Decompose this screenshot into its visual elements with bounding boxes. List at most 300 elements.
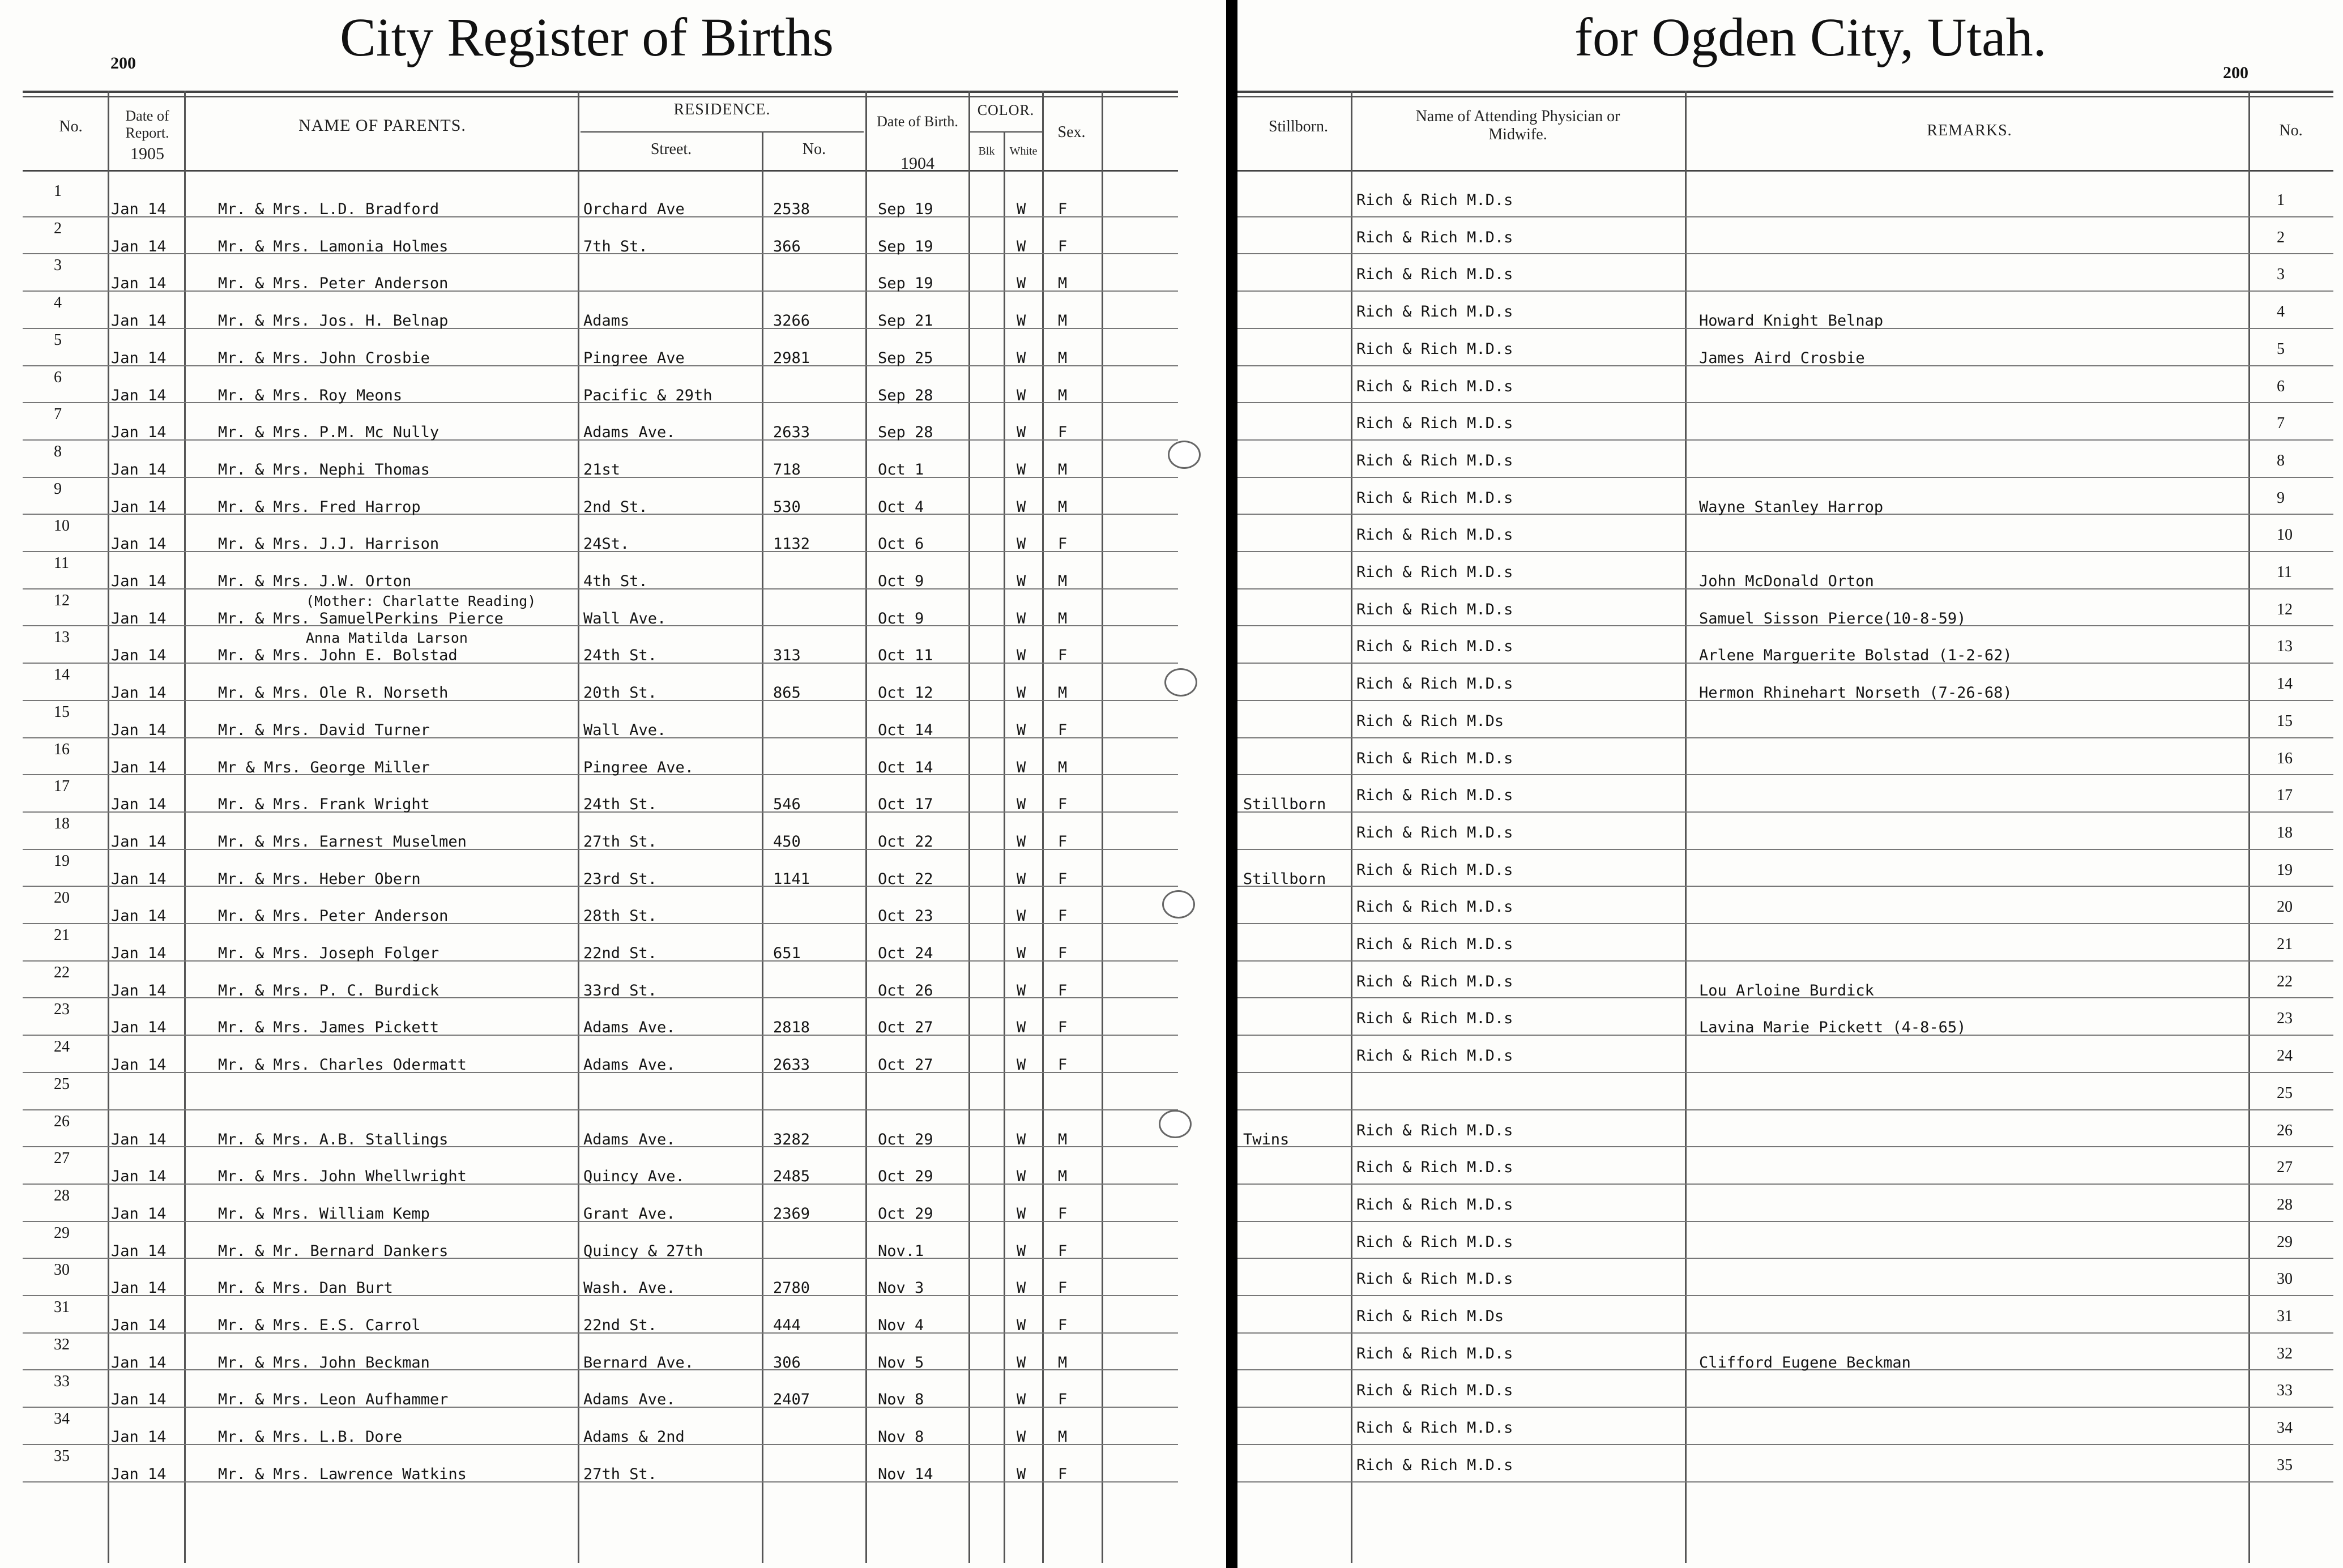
color-white: W [1017,312,1026,330]
parents-name: Mr. & Mrs. David Turner [218,721,430,739]
entry-number-right: 26 [2277,1121,2293,1139]
right-row-rule [1237,737,2333,738]
entry-number-right: 17 [2277,787,2293,805]
entry-number: 34 [54,1410,70,1428]
birth-date: Oct 22 [878,832,933,851]
residence-number: 865 [773,684,801,702]
color-white: W [1017,832,1026,851]
attending-physician: Rich & Rich M.D.s [1356,1195,1513,1214]
color-white: W [1017,1391,1026,1409]
residence-street: 23rd St. [583,870,658,888]
residence-number: 651 [773,945,801,962]
color-white: W [1017,386,1026,404]
report-date: Jan 14 [111,1317,167,1334]
birth-date: Oct 29 [878,1130,933,1148]
color-white: W [1017,275,1026,293]
residence-street: Wall Ave. [583,721,667,739]
right-row-rule [1237,402,2333,403]
stillborn-note: Twins [1243,1130,1290,1148]
attending-physician: Rich & Rich M.D.s [1356,749,1513,767]
residence-street: Adams Ave. [583,1130,676,1148]
sex: M [1058,498,1068,516]
sex: M [1058,460,1068,478]
sex: F [1058,424,1068,442]
entry-number-right: 16 [2277,749,2293,767]
birth-date: Sep 28 [878,386,933,404]
right-row-rule [1237,253,2333,254]
sex: F [1058,721,1068,739]
parents-name: Mr. & Mrs. Joseph Folger [218,945,439,962]
residence-street: Wall Ave. [583,609,667,627]
residence-street: Adams Ave. [583,1391,676,1409]
birth-date: Nov 3 [878,1279,924,1297]
attending-physician: Rich & Rich M.D.s [1356,861,1513,879]
col-divider-sex [1102,91,1103,1563]
sex: F [1058,796,1068,814]
parents-name: Mr. & Mrs. L.D. Bradford [218,200,439,218]
parents-name: Mr. & Mrs. Charles Odermatt [218,1056,467,1074]
entry-number-right: 24 [2277,1047,2293,1065]
attending-physician: Rich & Rich M.D.s [1356,1159,1513,1177]
sex: M [1058,1168,1068,1186]
col-divider-no [108,91,109,1563]
report-date: Jan 14 [111,386,167,404]
entry-number-right: 35 [2277,1456,2293,1474]
col-divider-birth [968,91,970,1563]
color-white: W [1017,609,1026,627]
right-row-rule [1237,551,2333,552]
entry-number-right: 15 [2277,712,2293,730]
sex: M [1058,609,1068,627]
right-header-bottom-rule [1237,170,2333,172]
birth-date: Oct 27 [878,1019,933,1037]
residence-number: 2780 [773,1279,810,1297]
birth-date: Oct 4 [878,498,924,516]
header-sex: Sex. [1057,123,1086,141]
birth-date: Sep 25 [878,349,933,367]
report-date: Jan 14 [111,609,167,627]
binder-hole-4 [1159,1110,1192,1138]
attending-physician: Rich & Rich M.D.s [1356,1121,1513,1139]
attending-physician: Rich & Rich M.D.s [1356,638,1513,656]
right-row-rule [1237,216,2333,217]
right-register-page [1237,0,2343,1568]
parents-name: Mr. & Mrs. John Beckman [218,1353,430,1372]
entry-number-right: 30 [2277,1270,2293,1288]
residence-number: 2538 [773,200,810,218]
parents-name: Mr. & Mrs. Lamonia Holmes [218,237,449,255]
attending-physician: Rich & Rich M.D.s [1356,228,1513,246]
right-row-rule [1237,1332,2333,1334]
entry-number-right: 2 [2277,228,2285,246]
sex: M [1058,386,1068,404]
color-white: W [1017,349,1026,367]
sex: F [1058,1391,1068,1409]
birth-date: Nov 4 [878,1317,924,1334]
entry-number-right: 11 [2277,563,2292,581]
col-divider-parents [578,91,579,1563]
residence-number: 2981 [773,349,810,367]
right-row-rule [1237,1109,2333,1110]
residence-street: Quincy Ave. [583,1168,685,1186]
attending-physician: Rich & Rich M.D.s [1356,1344,1513,1362]
report-date: Jan 14 [111,275,167,293]
entry-number: 20 [54,889,70,907]
entry-number-right: 29 [2277,1233,2293,1251]
report-date: Jan 14 [111,1168,167,1186]
entry-number-right: 19 [2277,861,2293,879]
sex: F [1058,237,1068,255]
report-date: Jan 14 [111,758,167,776]
residence-number: 3282 [773,1130,810,1148]
attending-physician: Rich & Rich M.D.s [1356,898,1513,916]
header-report-year: 1905 [130,144,164,163]
parents-name: Mr. & Mrs. P.M. Mc Nully [218,424,439,442]
remarks: Arlene Marguerite Bolstad (1-2-62) [1699,647,2012,665]
residence-number: 3266 [773,312,810,330]
parents-name: Mr. & Mrs. James Pickett [218,1019,439,1037]
sex: F [1058,647,1068,665]
parents-name: Mr. & Mrs. John Crosbie [218,349,430,367]
parents-name: Mr. & Mrs. L.B. Dore [218,1428,403,1446]
sex: F [1058,907,1068,925]
report-date: Jan 14 [111,981,167,999]
birth-date: Nov 8 [878,1428,924,1446]
right-row-rule [1237,1258,2333,1259]
attending-physician: Rich & Rich M.D.s [1356,1382,1513,1400]
sex: F [1058,981,1068,999]
attending-physician: Rich & Rich M.D.s [1356,787,1513,805]
residence-street: Bernard Ave. [583,1353,694,1372]
parents-name: Mr. & Mrs. J.W. Orton [218,572,412,590]
attending-physician: Rich & Rich M.D.s [1356,191,1513,209]
entry-number: 14 [54,666,70,684]
color-white: W [1017,1130,1026,1148]
remarks: James Aird Crosbie [1699,349,1865,367]
residence-number: 450 [773,832,801,851]
parents-name: Mr. & Mrs. P. C. Burdick [218,981,439,999]
parents-name: Mr. & Mrs. Frank Wright [218,796,430,814]
parents-name: Mr. & Mrs. John E. Bolstad [218,647,458,665]
color-white: W [1017,647,1026,665]
sex: F [1058,1465,1068,1483]
parents-name: Mr. & Mrs. Fred Harrop [218,498,421,516]
birth-date: Nov 8 [878,1391,924,1409]
attending-physician: Rich & Rich M.D.s [1356,1233,1513,1251]
right-row-rule [1237,290,2333,292]
report-date: Jan 14 [111,460,167,478]
col-divider-residence [865,91,867,1563]
remarks: Hermon Rhinehart Norseth (7-26-68) [1699,684,2012,702]
right-row-rule [1237,1295,2333,1296]
color-white: W [1017,200,1026,218]
report-date: Jan 14 [111,907,167,925]
entry-number: 27 [54,1150,70,1168]
attending-physician: Rich & Rich M.D.s [1356,675,1513,693]
remarks: Lou Arloine Burdick [1699,981,1874,999]
entry-number-right: 4 [2277,303,2285,321]
color-white: W [1017,535,1026,553]
residence-number: 313 [773,647,801,665]
entry-number: 11 [54,554,69,572]
col-divider-street [762,131,763,1563]
right-row-rule [1237,811,2333,813]
entry-number-right: 12 [2277,600,2293,618]
residence-street: 24th St. [583,796,658,814]
parents-name: Mr. & Mrs. Peter Anderson [218,907,449,925]
parents-name: Mr. & Mrs. Jos. H. Belnap [218,312,449,330]
birth-date: Sep 19 [878,200,933,218]
parents-name: Mr. & Mrs. Peter Anderson [218,275,449,293]
birth-date: Oct 11 [878,647,933,665]
attending-physician: Rich & Rich M.D.s [1356,600,1513,618]
residence-street: Pingree Ave. [583,758,694,776]
sex: M [1058,1353,1068,1372]
attending-physician: Rich & Rich M.D.s [1356,823,1513,841]
sex: M [1058,1130,1068,1148]
residence-street: Adams [583,312,630,330]
entry-number: 10 [54,517,70,535]
residence-number: 366 [773,237,801,255]
entry-number: 5 [54,331,62,349]
entry-number-right: 6 [2277,377,2285,395]
color-white: W [1017,1204,1026,1223]
report-date: Jan 14 [111,535,167,553]
header-physician: Name of Attending Physician or Midwife. [1415,108,1620,144]
attending-physician: Rich & Rich M.D.s [1356,1270,1513,1288]
right-row-rule [1237,1221,2333,1222]
header-birth-year: 1904 [901,154,934,173]
stillborn-note: Stillborn [1243,870,1326,888]
attending-physician: Rich & Rich M.D.s [1356,935,1513,953]
sex: F [1058,200,1068,218]
entry-number-right: 34 [2277,1419,2293,1437]
left-page-number: 200 [110,54,136,72]
color-white: W [1017,1317,1026,1334]
residence-number: 2633 [773,424,810,442]
parents-name: Mr. & Mrs. Dan Burt [218,1279,393,1297]
residence-number: 2485 [773,1168,810,1186]
residence-number: 2369 [773,1204,810,1223]
entry-number-right: 27 [2277,1159,2293,1177]
report-date: Jan 14 [111,870,167,888]
left-row-rule [23,290,1178,292]
entry-number: 21 [54,926,70,944]
entry-number-right: 32 [2277,1344,2293,1362]
attending-physician: Rich & Rich M.D.s [1356,266,1513,284]
report-date: Jan 14 [111,945,167,962]
remarks: Samuel Sisson Pierce(10-8-59) [1699,609,1966,627]
attending-physician: Rich & Rich M.Ds [1356,1308,1504,1325]
sex: M [1058,275,1068,293]
color-white: W [1017,981,1026,999]
report-date: Jan 14 [111,200,167,218]
entry-number: 2 [54,219,62,237]
residence-street: 24th St. [583,647,658,665]
entry-number: 22 [54,963,70,981]
residence-street: Quincy & 27th [583,1242,703,1260]
remarks: Clifford Eugene Beckman [1699,1353,1911,1372]
right-page-title: for Ogden City, Utah. [1574,7,2047,67]
entry-number-right: 13 [2277,638,2293,656]
right-row-rule [1237,1407,2333,1408]
entry-number-right: 33 [2277,1382,2293,1400]
entry-number: 18 [54,814,70,832]
attending-physician: Rich & Rich M.D.s [1356,972,1513,990]
sex: F [1058,1317,1068,1334]
entry-number: 7 [54,405,62,424]
residence-street: Pacific & 29th [583,386,712,404]
birth-date: Oct 1 [878,460,924,478]
left-row-rule [23,1109,1178,1110]
entry-number: 9 [54,480,62,498]
parents-name: Mr. & Mrs. John Whellwright [218,1168,467,1186]
sex: M [1058,572,1068,590]
color-white: W [1017,870,1026,888]
attending-physician: Rich & Rich M.D.s [1356,1419,1513,1437]
entry-number: 28 [54,1186,70,1204]
header-color: COLOR. [977,102,1035,118]
birth-date: Oct 14 [878,721,933,739]
parents-name: Mr. & Mrs. E.S. Carrol [218,1317,421,1334]
birth-date: Oct 24 [878,945,933,962]
header-date-of-report: Date of Report. [125,108,169,141]
right-row-rule [1237,960,2333,962]
entry-number: 35 [54,1447,70,1465]
col-divider-color [1042,91,1044,1563]
parents-name: Mr. & Mrs. Heber Obern [218,870,421,888]
col-divider-physician [1685,91,1687,1563]
attending-physician: Rich & Rich M.D.s [1356,563,1513,581]
birth-date: Sep 19 [878,237,933,255]
residence-street: Adams & 2nd [583,1428,685,1446]
entry-number: 4 [54,294,62,312]
residence-street: 33rd St. [583,981,658,999]
birth-date: Oct 17 [878,796,933,814]
attending-physician: Rich & Rich M.D.s [1356,1047,1513,1065]
color-white: W [1017,1056,1026,1074]
report-date: Jan 14 [111,312,167,330]
parents-name: Mr. & Mrs. Earnest Muselmen [218,832,467,851]
remarks: John McDonald Orton [1699,572,1874,590]
right-row-rule [1237,1146,2333,1147]
color-white: W [1017,1465,1026,1483]
birth-date: Oct 29 [878,1204,933,1223]
color-white: W [1017,1279,1026,1297]
entry-number: 24 [54,1038,70,1056]
header-no: No. [59,118,83,135]
entry-number: 32 [54,1335,70,1353]
col-divider-stillborn [1351,91,1352,1563]
attending-physician: Rich & Rich M.D.s [1356,1010,1513,1028]
entry-number: 19 [54,852,70,870]
entry-number-right: 22 [2277,972,2293,990]
entry-number-right: 3 [2277,266,2285,284]
color-white: W [1017,684,1026,702]
attending-physician: Rich & Rich M.D.s [1356,303,1513,321]
residence-street: 22nd St. [583,945,658,962]
residence-street: 7th St. [583,237,648,255]
color-sub-rule [968,131,1042,133]
header-date-of-birth: Date of Birth. [877,113,958,130]
birth-date: Nov.1 [878,1242,924,1260]
header-top-rule-2 [23,96,1178,97]
color-white: W [1017,1168,1026,1186]
header-street: Street. [650,140,692,158]
sex: F [1058,535,1068,553]
residence-street: 24St. [583,535,630,553]
birth-date: Oct 9 [878,609,924,627]
col-divider-date [184,91,186,1563]
right-row-rule [1237,1184,2333,1185]
parents-name: Mr. & Mrs. J.J. Harrison [218,535,439,553]
parents-name: Mr. & Mrs. Roy Meons [218,386,403,404]
right-header-top-rule-2 [1237,96,2333,97]
right-row-rule [1237,477,2333,478]
residence-street: 22nd St. [583,1317,658,1334]
attending-physician: Rich & Rich M.D.s [1356,451,1513,469]
parents-note: Anna Matilda Larson [306,630,468,647]
sex: F [1058,1242,1068,1260]
binder-hole-3 [1162,890,1195,918]
residence-street: 4th St. [583,572,648,590]
birth-date: Nov 5 [878,1353,924,1372]
entry-number: 16 [54,740,70,758]
birth-date: Oct 14 [878,758,933,776]
residence-number: 2633 [773,1056,810,1074]
birth-date: Oct 29 [878,1168,933,1186]
right-row-rule [1237,1444,2333,1445]
entry-number-right: 8 [2277,451,2285,469]
residence-street: Wash. Ave. [583,1279,676,1297]
sex: F [1058,870,1068,888]
header-house-no: No. [802,140,826,158]
parents-name: Mr. & Mrs. SamuelPerkins Pierce [218,609,503,627]
color-white: W [1017,1353,1026,1372]
entry-number: 8 [54,442,62,460]
stillborn-note: Stillborn [1243,796,1326,814]
entry-number: 17 [54,777,70,796]
color-white: W [1017,237,1026,255]
report-date: Jan 14 [111,1428,167,1446]
header-parents: NAME OF PARENTS. [298,116,466,135]
header-blk: Blk [978,145,995,157]
residence-sub-rule [581,131,864,133]
entry-number: 12 [54,591,70,609]
report-date: Jan 14 [111,1391,167,1409]
entry-number-right: 25 [2277,1084,2293,1102]
birth-date: Oct 6 [878,535,924,553]
sex: F [1058,1204,1068,1223]
birth-date: Sep 19 [878,275,933,293]
sex: F [1058,832,1068,851]
entry-number-right: 31 [2277,1308,2293,1325]
entry-number-right: 21 [2277,935,2293,953]
parents-name: Mr & Mrs. George Miller [218,758,430,776]
birth-date: Sep 28 [878,424,933,442]
right-row-rule [1237,1072,2333,1073]
attending-physician: Rich & Rich M.D.s [1356,526,1513,544]
attending-physician: Rich & Rich M.D.s [1356,340,1513,358]
parents-name: Mr. & Mrs. A.B. Stallings [218,1130,449,1148]
attending-physician: Rich & Rich M.D.s [1356,377,1513,395]
header-stillborn: Stillborn. [1268,118,1328,135]
report-date: Jan 14 [111,1019,167,1037]
residence-street: Grant Ave. [583,1204,676,1223]
right-row-rule [1237,886,2333,887]
entry-number-right: 10 [2277,526,2293,544]
sex: F [1058,945,1068,962]
